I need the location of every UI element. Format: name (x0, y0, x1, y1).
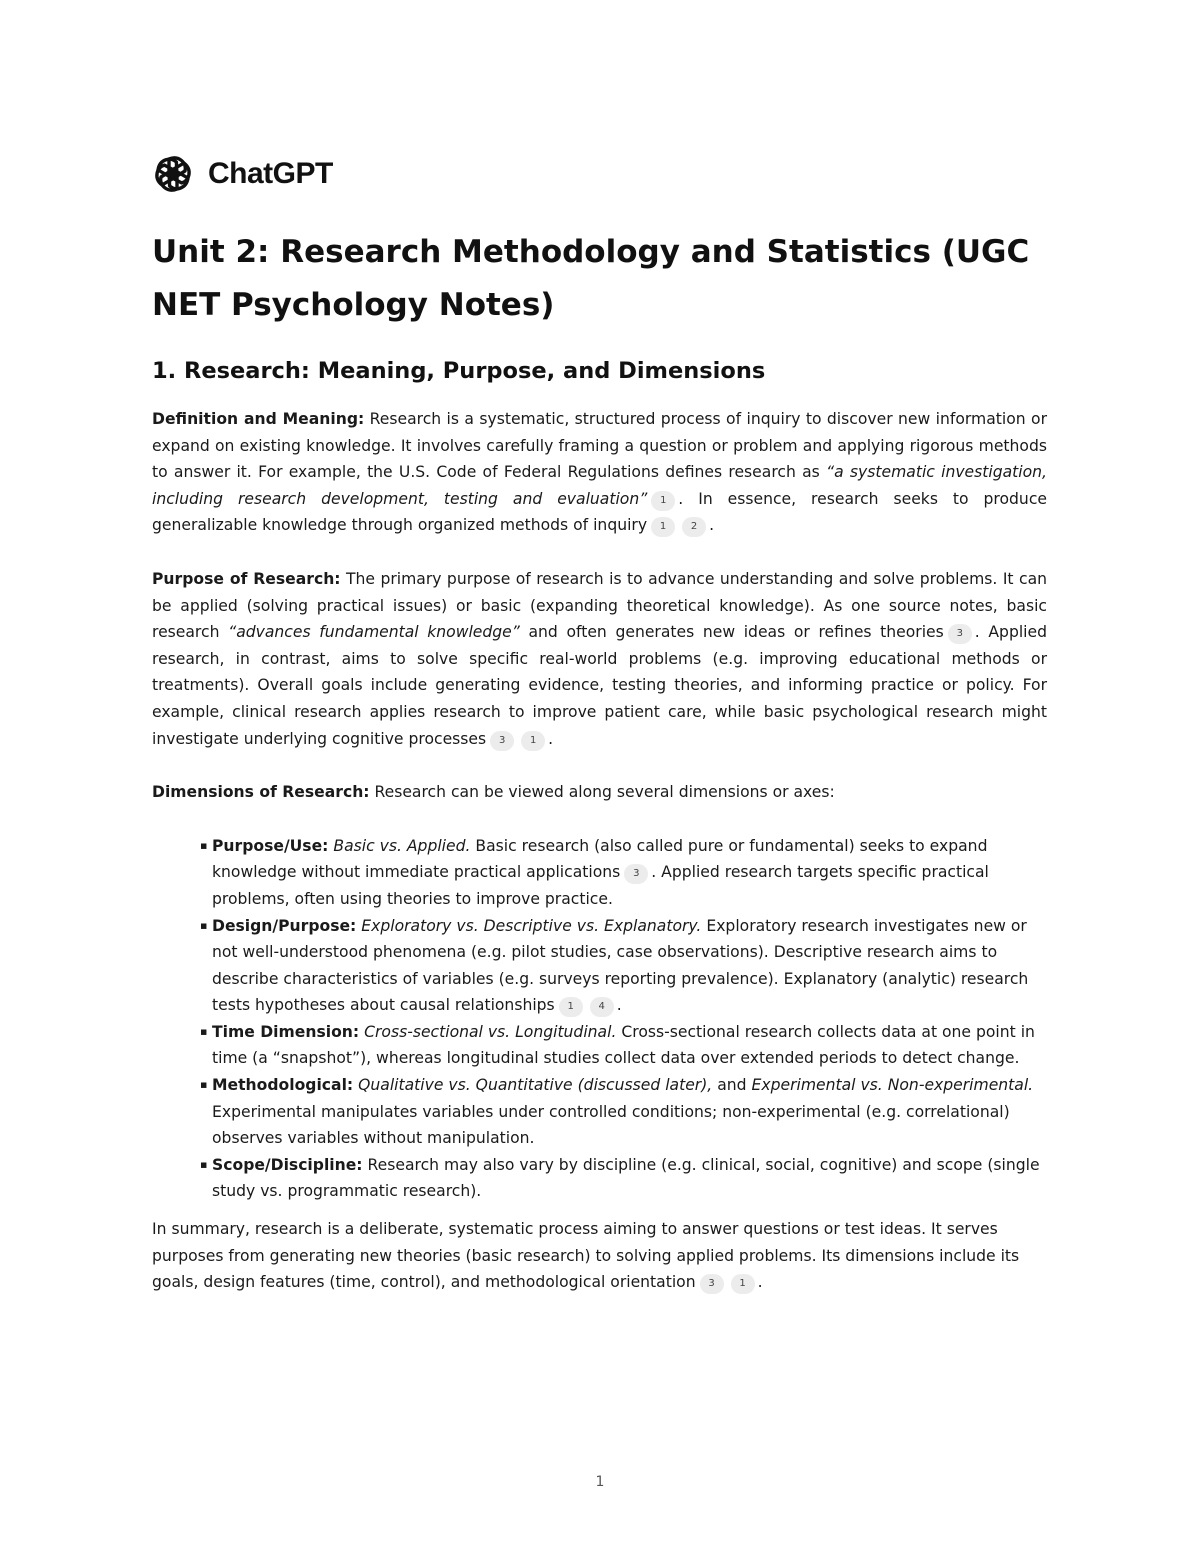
citation-badge[interactable]: 1 (559, 997, 583, 1017)
citation-badge[interactable]: 1 (731, 1274, 755, 1294)
purpose-text-3: . Applied research, in contrast, aims to solve specific real-world problems (e.g. improving educational methods or treatments). Overall goals include generating evidence, testing theories, and informing practice or policy. For example, clinical research applies research to improve patient care, while basic psychological research might investigate underlying cognitive processes (152, 623, 1047, 748)
summary-paragraph (152, 1216, 1047, 1296)
list-item-text: . Applied research targets specific practical problems, often using theories to improve practice. (212, 863, 989, 908)
list-item-emphasis: Experimental vs. Non-experimental. (751, 1076, 1034, 1095)
definition-text-3: . (709, 516, 715, 535)
list-item (200, 1019, 1047, 1072)
definition-paragraph (152, 406, 1047, 539)
citation-badge[interactable]: 1 (521, 731, 545, 751)
definition-text-2: . In essence, research seeks to produce generalizable knowledge through organized methods of inquiry (152, 489, 1047, 535)
dimensions-list (152, 833, 1047, 1205)
list-item (200, 833, 1047, 913)
list-item-text: Basic research (also called pure or fundamental) seeks to expand knowledge without immediate practical applications (212, 836, 988, 882)
list-item-emphasis: Cross-sectional vs. Longitudinal. (364, 1022, 617, 1041)
purpose-quote: “advances fundamental knowledge” (228, 623, 520, 642)
list-item-text: Research may also vary by discipline (e.g. clinical, social, cognitive) and scope (single study vs. programmatic research). (212, 1155, 1040, 1201)
citation-badge[interactable]: 3 (624, 864, 648, 884)
dimensions-intro-text: Research can be viewed along several dimensions or axes: (369, 783, 835, 802)
citation-badge[interactable]: 3 (700, 1274, 724, 1294)
list-item-emphasis: Exploratory vs. Descriptive vs. Explanatory. (361, 916, 702, 935)
purpose-text-2: and often generates new ideas or refines theories (519, 623, 944, 642)
citation-badge[interactable]: 1 (651, 491, 675, 511)
list-item-emphasis: Basic vs. Applied. (333, 836, 471, 855)
summary-text-1: In summary, research is a deliberate, systematic process aiming to answer questions or test ideas. It serves purposes from generating new theories (basic research) to solving applied problems. Its dimensions include its goals, design features (time, control), and methodological orientation (152, 1220, 1020, 1292)
citation-badge[interactable]: 3 (948, 624, 972, 644)
document-page (152, 150, 1047, 1296)
citation-badge[interactable]: 2 (682, 517, 706, 537)
brand-name: ChatGPT (208, 157, 333, 190)
list-item-text: Experimental manipulates variables under controlled conditions; non-experimental (e.g. correlational) observes variables without manipulation. (212, 1102, 1010, 1148)
dimensions-intro (152, 779, 1047, 806)
list-item (200, 913, 1047, 1019)
purpose-text-1: The primary purpose of research is to advance understanding and solve problems. It can be applied (solving practical issues) or basic (expanding theoretical knowledge). As one source notes, basic research (152, 569, 1048, 642)
summary-text-2: . (757, 1273, 763, 1292)
definition-text-1: Research is a systematic, structured process of inquiry to discover new information or expand on existing knowledge. It involves carefully framing a question or problem and applying rigorous methods to answer it. For example, the U.S. Code of Federal Regulations defines research as (152, 410, 1047, 482)
list-item-label: Design/Purpose: (212, 916, 357, 935)
definition-label: Definition and Meaning: (152, 410, 365, 428)
purpose-text-4: . (548, 729, 554, 748)
list-item-label: Scope/Discipline: (212, 1155, 363, 1174)
citation-badge[interactable]: 4 (590, 997, 614, 1017)
list-item-label: Methodological: (212, 1076, 354, 1095)
document-title: Unit 2: Research Methodology and Statistics (UGC NET Psychology Notes) (152, 234, 1030, 323)
list-item-text: . (616, 996, 622, 1015)
dimensions-label: Dimensions of Research: (152, 783, 370, 802)
list-item-label: Time Dimension: (212, 1022, 360, 1041)
brand-header (152, 150, 1047, 198)
list-item-text: and (712, 1076, 752, 1095)
page-number: 1 (595, 1474, 605, 1490)
section-heading: 1. Research: Meaning, Purpose, and Dimensions (152, 358, 766, 384)
list-item-text: Cross-sectional research collects data at one point in time (a “snapshot”), whereas longitudinal studies collect data over extended periods to detect change. (212, 1022, 1035, 1068)
list-item-emphasis: Qualitative vs. Quantitative (discussed later), (358, 1076, 713, 1095)
definition-quote: “a systematic investigation, including research development, testing and evaluation” (152, 463, 1048, 508)
openai-logo-icon (152, 153, 194, 195)
purpose-paragraph (152, 566, 1047, 752)
list-item-label: Purpose/Use: (212, 836, 329, 855)
list-item (200, 1152, 1047, 1205)
purpose-label: Purpose of Research: (152, 569, 341, 588)
list-item (200, 1072, 1047, 1152)
citation-badge[interactable]: 1 (651, 517, 675, 537)
citation-badge[interactable]: 3 (490, 731, 514, 751)
list-item-text: Exploratory research investigates new or not well-understood phenomena (e.g. pilot studies, case observations). Descriptive research aims to describe characteristics of variables (e.g. surveys reporting prevalence). Explanatory (analytic) research tests hypotheses about causal relationships (212, 916, 1029, 1015)
